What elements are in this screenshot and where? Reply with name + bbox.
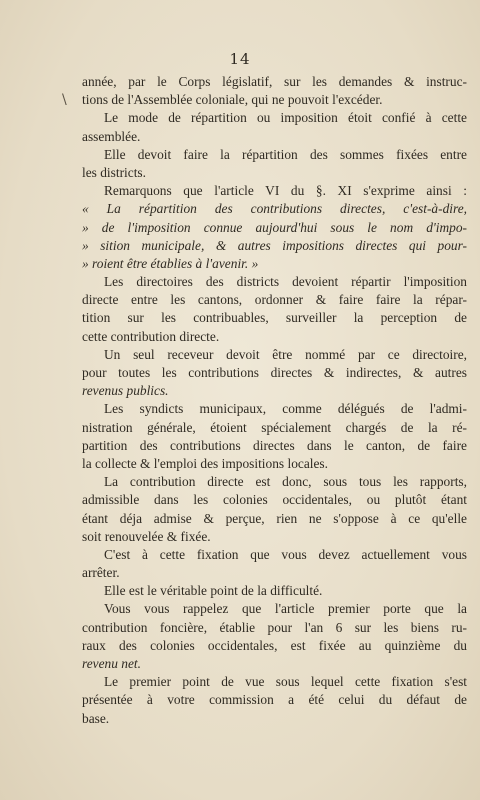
text-line: pour toutes les contributions directes & indirectes, & autres (82, 365, 467, 380)
text-line: revenus publics. (82, 383, 169, 399)
text-line: La contribution directe est donc, sous tous les rapports, (104, 474, 467, 490)
text-line: directe entre les cantons, ordonner & faire faire la répar- (82, 292, 467, 308)
text-line: Elle devoit faire la répartition des sommes fixées entre (104, 146, 467, 162)
text-line: année, par le Corps législatif, sur les demandes & instruc- (82, 74, 467, 89)
text-line: nistration générale, étoient spécialement chargés de la ré- (82, 419, 467, 435)
text-line: partition des contributions directes dans le canton, de faire (82, 437, 467, 453)
text-line: la collecte & l'emploi des impositions locales. (82, 455, 328, 471)
text-line: tition sur les contribuables, surveiller la perception de (82, 310, 467, 326)
text-line: assemblée. (82, 128, 141, 144)
text-line: arrêter. (82, 565, 120, 581)
text-line: Le mode de répartition ou imposition étoit confié à cette (104, 110, 467, 126)
page-number: 14 (229, 50, 251, 68)
text-line: » roient être établies à l'avenir. » (82, 255, 259, 271)
text-line: soit renouvelée & fixée. (82, 528, 211, 544)
text-line: étant déja admise & perçue, rien ne s'oppose à ce qu'elle (82, 510, 467, 526)
text-line: admissible dans les colonies occidentales, ou plutôt étant (82, 492, 467, 508)
text-line: raux des colonies occidentales, est fixée au quinzième du (82, 637, 467, 653)
text-line: revenu net. (82, 656, 141, 671)
text-line: Remarquons que l'article VI du §. XI s'exprime ainsi : (104, 183, 467, 199)
text-line: contribution foncière, établie pour l'an 6 sur les biens ru- (82, 619, 467, 635)
text-line: Le premier point de vue sous lequel cette fixation s'est (104, 674, 467, 690)
text-line: Elle est le véritable point de la difficulté. (104, 583, 323, 599)
text-line: « La répartition des contributions directes, c'est-à-dire, (82, 201, 467, 217)
text-line: Les syndicts municipaux, comme délégués de l'admi- (104, 401, 467, 417)
text-line: Un seul receveur devoit être nommé par ce directoire, (104, 346, 467, 362)
margin-mark: \ (62, 92, 67, 108)
text-line: » sition municipale, & autres impositions directes qui pour- (82, 237, 467, 253)
text-line: C'est à cette fixation que vous devez actuellement vous (104, 546, 467, 562)
body-text (82, 73, 467, 728)
text-line: base. (82, 710, 110, 726)
text-line: cette contribution directe. (82, 328, 220, 344)
text-line: les districts. (82, 164, 146, 180)
text-line: Vous vous rappelez que l'article premier porte que la (104, 601, 467, 617)
text-line: tions de l'Assemblée coloniale, qui ne pouvoit l'excéder. (82, 92, 383, 108)
text-line: présentée à votre commission a été celui du défaut de (82, 692, 467, 708)
text-line: Les directoires des districts devoient répartir l'imposition (104, 274, 467, 290)
text-line: » de l'imposition connue aujourd'hui sous le nom d'impo- (82, 219, 467, 235)
